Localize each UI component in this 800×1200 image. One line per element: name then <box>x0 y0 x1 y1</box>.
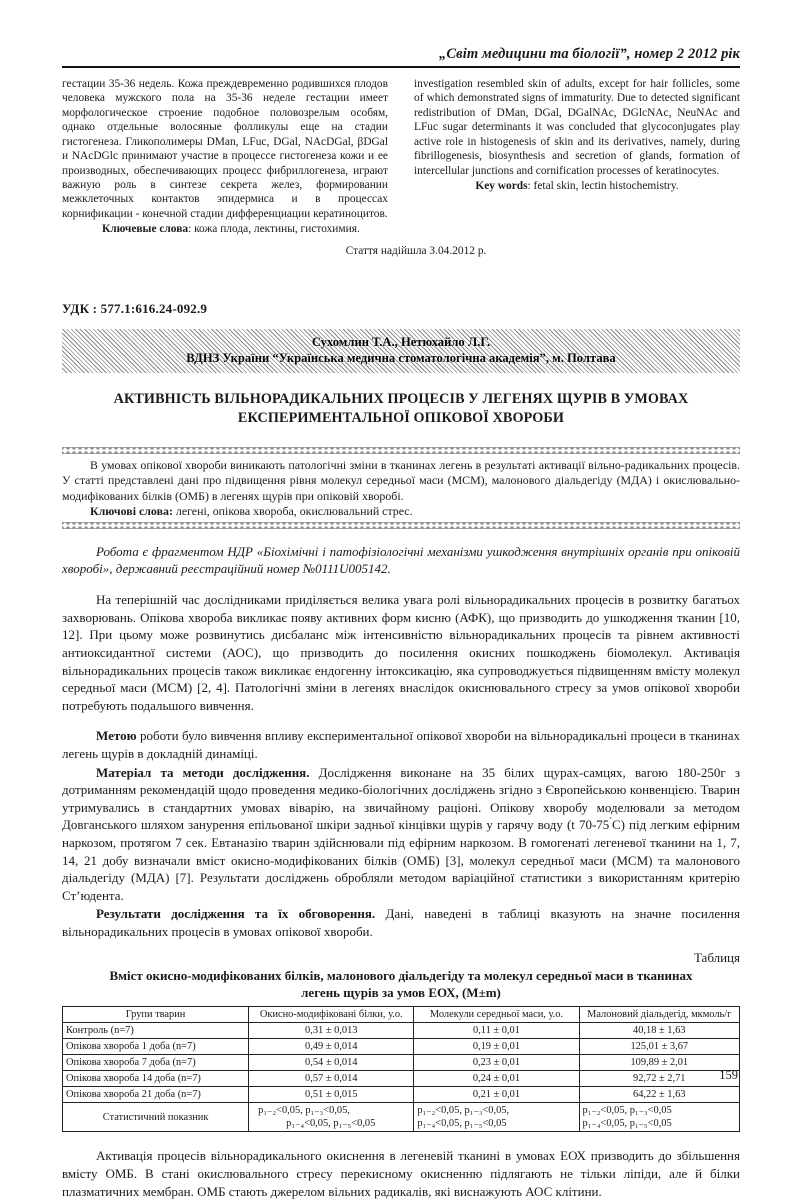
table-header-omb: Окисно-модифіковані білки, у.о. <box>249 1007 414 1023</box>
table-header-groups: Групи тварин <box>63 1007 249 1023</box>
row-msm-value: 0,11 ± 0,01 <box>414 1023 579 1039</box>
aim-text: роботи було вивчення впливу експериментальної опікової хвороби на вільнорадикальні процеси в тканинах легень щурів в докладній динаміці. <box>62 728 740 761</box>
degree-sign: ˚ <box>609 817 612 827</box>
table-caption-line1: Вміст окисно-модифікованих білків, малонового діальдегіду та молекул середньої маси в тканинах <box>109 967 693 983</box>
keywords-ru <box>62 222 388 236</box>
page-content <box>62 0 740 1200</box>
running-head: „Світ медицини та біології”, номер 2 2012 рік <box>439 46 740 62</box>
row-omb-value: 0,54 ± 0,014 <box>249 1055 414 1071</box>
abstract-separator-top <box>62 447 740 454</box>
table-caption <box>62 968 740 1002</box>
row-group-label: Опікова хвороба 7 доба (n=7) <box>63 1055 249 1071</box>
row-msm-value: 0,19 ± 0,01 <box>414 1039 579 1055</box>
abstract-column-ru <box>62 77 388 237</box>
statistics-omb-line1: p₁₋₂<0,05, p₁₋₃<0,05, <box>258 1105 350 1117</box>
article-keywords-text: легені, опікова хвороба, окислювальний стрес. <box>172 504 413 519</box>
table-header-mda: Малоновий діальдегід, мкмоль/г <box>579 1007 739 1023</box>
results-text: Дані, наведені в таблиці вказують на значне посилення вільнорадикальних процесів в умовах опікової хвороби. <box>62 906 740 940</box>
methods-text-b: С) під легким ефірним наркозом, протягом 7 сек. Евтаназію тварин здійснювали під ефірним наркозом. В гомогенаті легеневої тканини на 1, 7, 14, 21 добу визначали вміст окисно-модифікованих білків (ОМБ) [3], молекул середньої маси (МСМ) та малонового діальдегіду (МДА) [7]. Результати досліджень обробляли методом варіаційної статистики з використанням критерію Стʼюдента. <box>62 817 740 903</box>
methods-label: Матеріал та методи дослідження. <box>96 764 310 780</box>
row-group-label: Контроль (n=7) <box>63 1023 249 1039</box>
table-row <box>63 1039 740 1055</box>
statistics-mda-line2: p₁₋₄<0,05, p₁₋₅<0,05 <box>582 1118 672 1130</box>
keywords-ru-text: : кожа плода, лектины, гистохимия. <box>188 223 360 236</box>
statistics-msm-line2: p₁₋₄<0,05, p₁₋₅<0,05 <box>417 1118 507 1130</box>
aim-paragraph <box>62 727 740 762</box>
statistics-msm-line1: p₁₋₂<0,05, p₁₋₃<0,05, <box>417 1105 510 1117</box>
article-keywords-label: Ключові слова: <box>90 504 173 519</box>
closing-paragraph: Активація процесів вільнорадикального окиснення в легеневій тканині в умовах ЕОХ призводить до збільшення вмісту ОМБ. В стані окислювального стресу перекисному окисненню підлягають не тільки ліпіди, але й білки плазматичних мембран. ОМБ стають джерелом вільних радикалів, які виснажують АОС клітини. <box>62 1148 740 1199</box>
row-omb-value: 0,49 ± 0,014 <box>249 1039 414 1055</box>
research-program-note: Робота є фрагментом НДР «Біохімічні і патофізіологічні механізми ушкодження внутрішніх органів при опіковій хворобі», державний реєстраційний номер №0111U005142. <box>62 543 740 577</box>
methods-paragraph <box>62 764 740 905</box>
row-mda-value: 64,22 ± 1,63 <box>579 1087 739 1103</box>
table-header-msm: Молекули середньої маси, у.о. <box>414 1007 579 1023</box>
table-row <box>63 1023 740 1039</box>
row-mda-value: 109,89 ± 2,01 <box>579 1055 739 1071</box>
authors-band <box>62 329 740 373</box>
table-body <box>63 1023 740 1132</box>
row-group-label: Опікова хвороба 21 доба (n=7) <box>63 1087 249 1103</box>
results-paragraph <box>62 905 740 940</box>
authors-list: Сухомлин Т.А., Нетюхайло Л.Г. <box>311 334 491 349</box>
row-group-label: Опікова хвороба 14 доба (n=7) <box>63 1071 249 1087</box>
statistics-omb <box>249 1103 414 1132</box>
abstract-column-en <box>414 77 740 193</box>
page-number: 159 <box>719 1068 738 1082</box>
statistics-msm <box>414 1103 579 1132</box>
table-row-statistics <box>63 1103 740 1132</box>
udc-code: УДК : 577.1:616.24-092.9 <box>62 300 208 316</box>
results-table <box>62 1006 740 1132</box>
row-msm-value: 0,24 ± 0,01 <box>414 1071 579 1087</box>
table-row <box>63 1055 740 1071</box>
table-row <box>63 1071 740 1087</box>
article-abstract <box>62 454 740 522</box>
row-omb-value: 0,51 ± 0,015 <box>249 1087 414 1103</box>
statistics-omb-line2: p₁₋₄<0,05, p₁₋₅<0,05 <box>286 1118 376 1130</box>
statistics-label: Статистичний показник <box>63 1103 249 1132</box>
row-omb-value: 0,57 ± 0,014 <box>249 1071 414 1087</box>
aim-label: Метою <box>96 728 137 744</box>
article-title-line2: ЕКСПЕРИМЕНТАЛЬНОЇ ОПІКОВОЇ ХВОРОБИ <box>237 409 565 426</box>
abstract-ru-text: гестации 35-36 недель. Кожа преждевременно родившихся плодов человека мужского пола на 35-36 неделе гестации имеет морфологическое строение подобное половозрелым особям, однако отдельные волосяные фолликулы еще на стадии гистогенеза. Гликополимеры DMan, LFuc, DGal, NAcDGal, βDGal и NAcDGlc принимают участие в процессе гистогенеза кожи и ее производных, обеспечивающих процесс фибриллогенеза, играют важную роль в синтезе секрета желез, формировании межклеточных контактов эпидермиса и в процессах корнификации - конечной стадии дифференциации кератиноцитов. <box>62 78 388 220</box>
statistics-mda-line1: p₁₋₂<0,05, p₁₋₃<0,05 <box>582 1105 672 1117</box>
abstract-en-text: investigation resembled skin of adults, except for hair follicles, some of which demonstrated signs of immaturity. Due to detected significant redistribution of DMan, DGal, DGalNAc, DGlcNAc, NeuNAc and LFuc sugar determinants it was concluded that glycoconjugates play active role in histogenesis of skin and its derivatives, namely, during fibrillogenesis, biosynthesis and secretion of glands, formation of intercellular junctions and cornification processes of keratinocytes. <box>414 78 740 177</box>
article-title-line1: АКТИВНІСТЬ ВІЛЬНОРАДИКАЛЬНИХ ПРОЦЕСІВ У ЛЕГЕНЯХ ЩУРІВ В УМОВАХ <box>113 391 689 408</box>
introduction-paragraph: На теперішній час дослідниками приділяється велика увага ролі вільнорадикальних процесів в розвитку багатьох захворювань. Опікова хвороба викликає появу активних форм кисню (АФК), що призводить до ушкодження тканин [10, 12]. При цьому може розвинутись дисбаланс між інтенсивністю вільнорадикальних процесів та рівнем активності антиоксидантної системи (АОС), що призводить до посилення окисних пошкоджень біомолекул. Активація вільнорадикальних процесів також викликає ендогенну інтоксикацію, яка супроводжується підвищенням вмісту молекул середньої маси (МСМ) [2, 4]. Патологічні зміни в легенях внаслідок окиснювального стресу за умов опікової хвороби потребують подальшого вивчення. <box>62 592 740 713</box>
row-msm-value: 0,23 ± 0,01 <box>414 1055 579 1071</box>
results-label: Результати дослідження та їх обговорення. <box>96 906 376 922</box>
statistics-mda <box>579 1103 739 1132</box>
row-mda-value: 40,18 ± 1,63 <box>579 1023 739 1039</box>
keywords-en-text: : fetal skin, lectin histochemistry. <box>527 179 679 192</box>
article-abstract-text: В умовах опікової хвороби виникають патологічні зміни в тканинах легень в результаті активації вільно-радикальних процесів. У статті представлені дані про підвищення рівня молекул середньої маси (МСМ), малонового діальдегіду (МДА) і окислювально-модифікованих білків (ОМБ) в легенях щурів при опіковій хворобі. <box>62 457 740 503</box>
table-row <box>63 1087 740 1103</box>
methods-text-a: Дослідження виконане на 35 білих щурах-самцях, вагою 180-250г з дотриманням рекомендацій щодо проведення медико-біологічних досліджень згідно з Європейською конвенцією. Тварин утримувались в стандартних умовах віварію, на звичайному раціоні. Опікову хворобу моделювали за методом Довганського шляхом занурення епільованої шкіри задньої кінцівки щурів у гарячу воду (t 70-75 <box>62 764 740 833</box>
keywords-ru-label: Ключевые слова <box>102 223 189 236</box>
table-caption-line2: легень щурів за умов ЕОХ, (M±m) <box>301 984 501 1000</box>
article-keywords <box>62 504 740 519</box>
row-mda-value: 125,01 ± 3,67 <box>579 1039 739 1055</box>
previous-article-abstracts <box>62 77 740 237</box>
row-msm-value: 0,21 ± 0,01 <box>414 1087 579 1103</box>
table-head <box>63 1007 740 1023</box>
row-mda-value: 92,72 ± 2,71 <box>579 1071 739 1087</box>
abstract-separator-bottom <box>62 522 740 529</box>
keywords-en-label: Key words <box>475 179 528 192</box>
row-omb-value: 0,31 ± 0,013 <box>249 1023 414 1039</box>
keywords-en <box>414 179 740 193</box>
received-date: Стаття надійшла 3.04.2012 р. <box>345 244 487 257</box>
affiliation: ВДНЗ України “Українська медична стоматологічна академія”, м. Полтава <box>186 351 616 366</box>
row-group-label: Опікова хвороба 1 доба (n=7) <box>63 1039 249 1055</box>
running-head-rule <box>62 66 740 68</box>
article-title <box>62 390 740 428</box>
table-label: Таблиця <box>693 949 740 965</box>
table-header-row <box>63 1007 740 1023</box>
